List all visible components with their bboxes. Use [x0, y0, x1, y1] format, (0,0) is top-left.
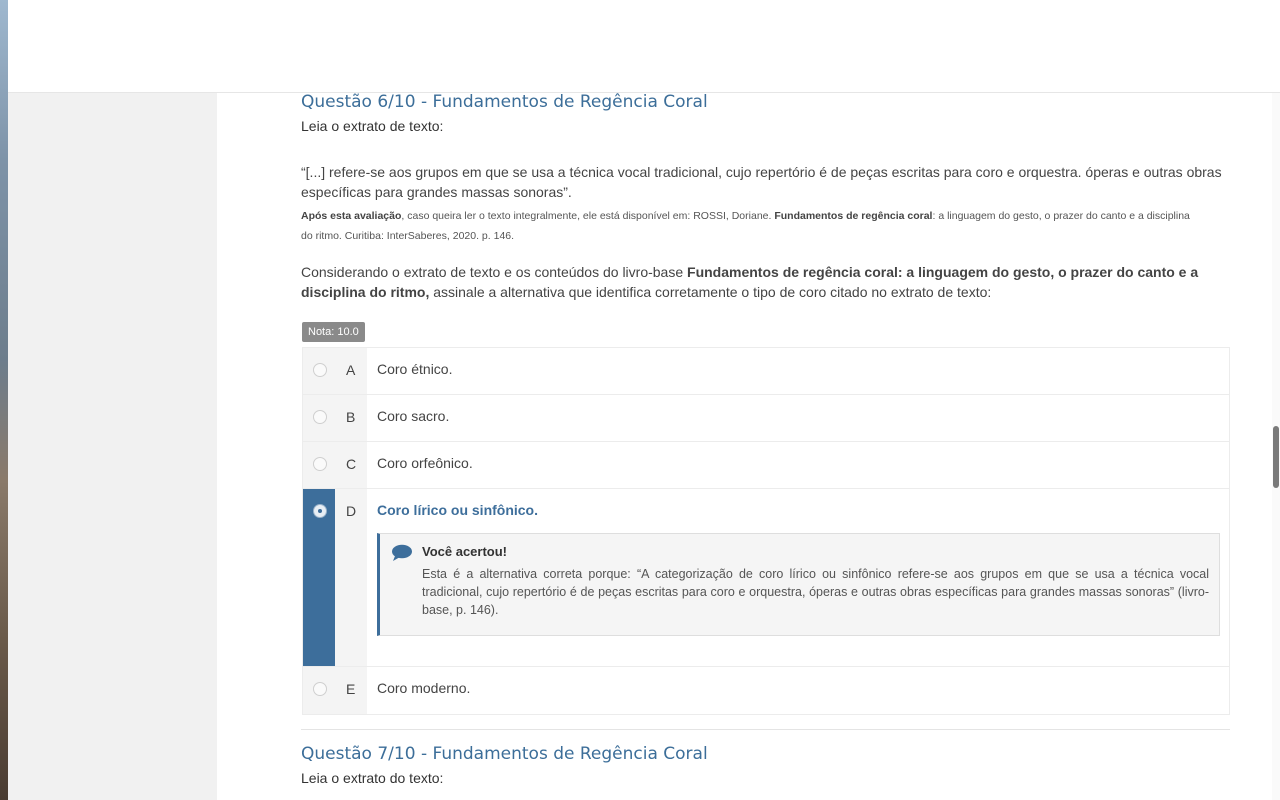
- question-divider: [301, 729, 1230, 730]
- page-scrollbar[interactable]: [1272, 93, 1280, 800]
- prompt-bold: Fundamentos de regência coral: a linguagem do gesto, o prazer do canto e a disciplina do ritmo,: [301, 264, 1199, 300]
- source-bold-1: Após esta avaliação: [301, 210, 402, 222]
- option-d-content: [367, 489, 1230, 666]
- option-a-text: Coro étnico.: [377, 361, 453, 377]
- option-b-marker: [303, 395, 367, 441]
- question-6-intro: Leia o extrato de texto:: [301, 118, 444, 134]
- option-d-letter: D: [346, 503, 357, 519]
- option-d-text: Coro lírico ou sinfônico.: [377, 502, 538, 518]
- option-a-marker: [303, 348, 367, 394]
- option-b-text: Coro sacro.: [377, 408, 450, 424]
- question-6-prompt: [301, 262, 1226, 302]
- speech-bubble-icon: [391, 544, 413, 562]
- grade-badge: Nota: 10.0: [302, 322, 365, 342]
- radio-option-c[interactable]: [313, 457, 327, 471]
- feedback-text: Esta é a alternativa correta porque: “A categorização de coro lírico ou sinfônico refere-se aos grupos em que se usa a técnica vocal tradicional, cujo repertório é de peças escritas para coro e orquestra, óperas e outras obras específicas para grandes massas sonoras” (livro-base, p. 146).: [422, 567, 1209, 617]
- option-e-marker: [303, 667, 367, 714]
- option-c-text: Coro orfeônico.: [377, 455, 473, 471]
- option-c-letter: C: [346, 456, 357, 472]
- option-e-text: Coro moderno.: [377, 680, 471, 696]
- desktop-background: [0, 0, 8, 800]
- source-bold-2: Fundamentos de regência coral: [774, 210, 933, 222]
- radio-option-e[interactable]: [313, 682, 327, 696]
- prompt-pre: Considerando o extrato de texto e os conteúdos do livro-base: [301, 264, 688, 280]
- option-c-marker: [303, 442, 367, 488]
- option-a[interactable]: [303, 348, 1229, 395]
- question-7-title: Questão 7/10 - Fundamentos de Regência Coral: [301, 744, 708, 764]
- scrollbar-thumb[interactable]: [1273, 426, 1279, 488]
- question-7-intro: Leia o extrato do texto:: [301, 770, 444, 786]
- option-b-letter: B: [346, 409, 356, 425]
- option-a-letter: A: [346, 362, 356, 378]
- main-content: [217, 93, 1272, 800]
- radio-option-d[interactable]: [313, 504, 327, 518]
- feedback-title: Você acertou!: [422, 544, 508, 559]
- radio-option-a[interactable]: [313, 363, 327, 377]
- option-d-marker: [303, 489, 367, 666]
- prompt-post: assinale a alternativa que identifica corretamente o tipo de coro citado no extrato de texto:: [429, 284, 992, 300]
- option-c[interactable]: [303, 442, 1229, 489]
- question-6-source: [301, 206, 1201, 246]
- option-e-letter: E: [346, 681, 356, 697]
- radio-option-b[interactable]: [313, 410, 327, 424]
- option-b[interactable]: [303, 395, 1229, 442]
- source-text-2: : a linguagem do gesto, o prazer do canto e a disciplina do ritmo. Curitiba: InterSaberes, 2020. p. 146.: [301, 210, 1190, 242]
- top-header-bar: [8, 0, 1280, 93]
- answer-options: [302, 347, 1230, 715]
- feedback-box: [377, 533, 1220, 636]
- question-6-quote: “[...] refere-se aos grupos em que se usa a técnica vocal tradicional, cujo repertório é de peças escritas para coro e orquestra. óperas e outras obras específicas para grandes massas sonoras”.: [301, 164, 1222, 200]
- source-text-1: , caso queira ler o texto integralmente, ele está disponível em: ROSSI, Doriane.: [401, 210, 775, 222]
- option-e[interactable]: [303, 667, 1229, 714]
- option-d[interactable]: [303, 489, 1229, 667]
- question-6-title: Questão 6/10 - Fundamentos de Regência Coral: [301, 93, 708, 112]
